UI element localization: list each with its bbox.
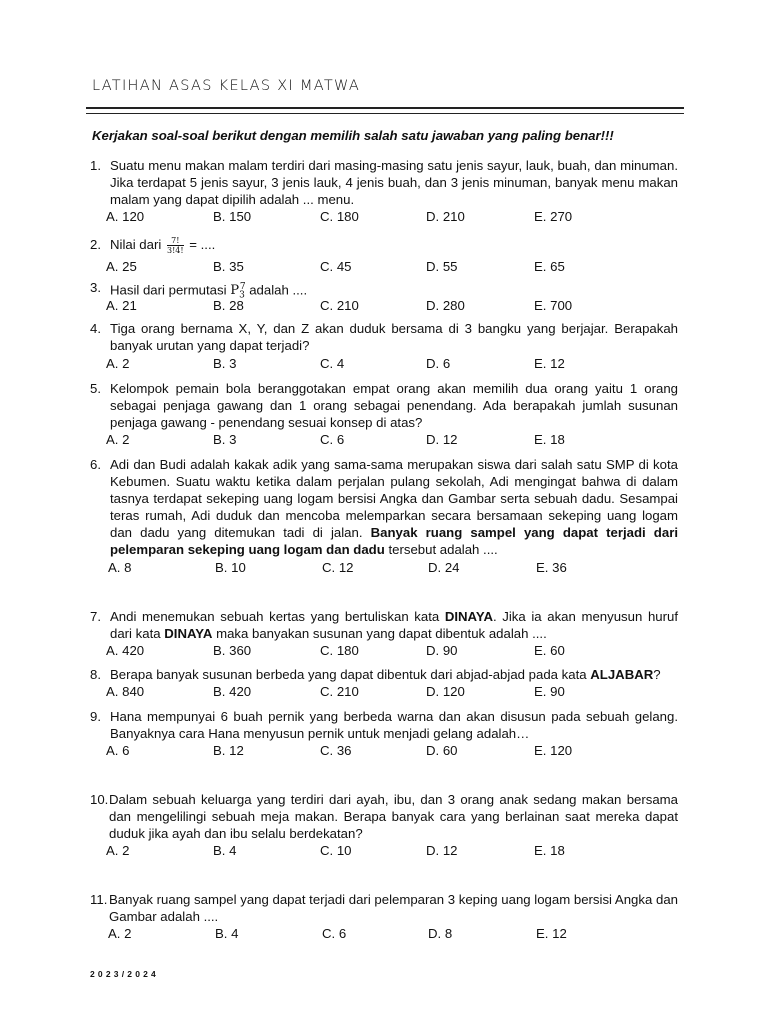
option-b: B. 10	[215, 560, 246, 575]
instruction-text: Kerjakan soal-soal berikut dengan memilih salah satu jawaban yang paling benar!!!	[92, 128, 614, 143]
question-number: 3.	[90, 280, 101, 295]
option-d: D. 120	[426, 684, 465, 699]
option-e: E. 90	[534, 684, 565, 699]
option-a: A. 120	[106, 209, 145, 224]
option-b: B. 4	[215, 926, 239, 941]
question-emphasis: Banyak ruang sampel yang dapat terjadi dari pelemparan sekeping uang logam dan dadu	[110, 525, 678, 557]
option-e: E. 36	[536, 560, 567, 575]
question-text: Kelompok pemain bola beranggotakan empat orang akan memilih dua orang yaitu 1 orang sebagai penjaga gawang dan 1 orang sebagai penendang. Ada berapakah jumlah susunan penjaga gawang - penendang sesuai konsep di atas?	[110, 381, 678, 430]
question-1	[90, 157, 678, 208]
question-number: 5.	[90, 381, 101, 396]
option-e: E. 60	[534, 643, 565, 658]
question-text: Tiga orang bernama X, Y, dan Z akan duduk bersama di 3 bangku yang berjajar. Berapakah banyak urutan yang dapat terjadi?	[110, 321, 678, 353]
option-a: A. 6	[106, 743, 130, 758]
option-e: E. 18	[534, 843, 565, 858]
option-a: A. 25	[106, 259, 137, 274]
option-a: A. 420	[106, 643, 145, 658]
option-c: C. 210	[320, 298, 359, 313]
option-c: C. 6	[320, 432, 345, 447]
option-c: C. 45	[320, 259, 352, 274]
option-b: B. 3	[213, 432, 237, 447]
option-b: B. 12	[213, 743, 244, 758]
option-d: D. 55	[426, 259, 458, 274]
option-b: B. 150	[213, 209, 252, 224]
option-d: D. 12	[426, 843, 458, 858]
option-b: B. 4	[213, 843, 237, 858]
question-text: Suatu menu makan malam terdiri dari masing-masing satu jenis sayur, lauk, buah, dan minuman. Jika terdapat 5 jenis sayur, 3 jenis lauk, 4 jenis buah, dan 3 jenis minuman, banyak menu makan malam yang dapat dipilih adalah ... menu.	[110, 158, 678, 207]
question-7: 7. Andi menemukan sebuah kertas yang bertuliskan kata DINAYA. Jika ia akan menyusun huruf dari kata DINAYA maka banyakan susunan yang dapat dibentuk adalah ....	[90, 609, 679, 641]
footer-year: 2023/2024	[90, 969, 159, 979]
option-c: C. 210	[320, 684, 359, 699]
option-e: E. 12	[534, 356, 565, 371]
question-3	[90, 279, 678, 305]
question-text: Nilai dari	[110, 237, 162, 252]
option-c: C. 180	[320, 643, 359, 658]
question-suffix: = ....	[189, 237, 216, 252]
question-number: 7.	[90, 609, 101, 624]
option-d: D. 12	[426, 432, 458, 447]
option-c: C. 36	[320, 743, 352, 758]
option-d: D. 210	[426, 209, 465, 224]
question-5	[90, 380, 678, 431]
question-2	[90, 236, 678, 255]
keyword: ALJABAR	[590, 667, 654, 682]
option-a: A. 840	[106, 684, 145, 699]
keyword: DINAYA	[164, 626, 213, 641]
option-e: E. 12	[536, 926, 567, 941]
question-4	[90, 320, 678, 354]
header-rule-thin	[86, 113, 684, 114]
question-number: 1.	[90, 158, 101, 173]
fraction-numerator: 7!	[167, 236, 184, 246]
option-a: A. 2	[108, 926, 132, 941]
question-text: Banyak ruang sampel yang dapat terjadi dari pelemparan 3 keping uang logam bersisi Angka dan Gambar adalah ....	[109, 892, 678, 924]
question-number: 8.	[90, 667, 101, 682]
question-10	[90, 791, 678, 842]
question-11	[90, 891, 678, 925]
question-number: 11.	[90, 892, 108, 907]
option-c: C. 4	[320, 356, 345, 371]
question-tail: tersebut adalah ....	[388, 542, 498, 557]
option-d: D. 280	[426, 298, 465, 313]
option-d: D. 6	[426, 356, 451, 371]
question-number: 4.	[90, 321, 101, 336]
question-number: 2.	[90, 237, 101, 252]
option-b: B. 3	[213, 356, 237, 371]
option-c: C. 12	[322, 560, 354, 575]
option-e: E. 270	[534, 209, 573, 224]
question-6	[90, 456, 678, 558]
option-c: C. 6	[322, 926, 347, 941]
option-d: D. 24	[428, 560, 460, 575]
keyword: DINAYA	[444, 609, 493, 624]
question-8: 8. Berapa banyak susunan berbeda yang dapat dibentuk dari abjad-abjad pada kata ALJABAR?	[90, 667, 661, 682]
fraction-denominator: 3!4!	[166, 246, 184, 256]
option-e: E. 18	[534, 432, 565, 447]
question-number: 6.	[90, 457, 101, 472]
question-text: Andi menemukan sebuah kertas yang bertuliskan kata	[110, 609, 440, 624]
question-text: Adi dan Budi adalah kakak adik yang sama-sama merupakan siswa dari salah satu SMP di kota Kebumen. Suatu waktu ketika dalam perjalan pulang sekolah, Adi mengingat bahwa di dalam tasnya terdapat sekeping uang logam bersisi Angka dan Gambar serta sebuah dadu. Sesampai teras rumah, Adi duduk dan mencoba melemparkan secara bersamaan sekeping uang logam dan dadu yang ditemukan tadi di jalan.	[110, 457, 678, 540]
question-number: 9.	[90, 709, 101, 724]
question-text: Hasil dari permutasi	[110, 282, 227, 298]
document-title: LATIHAN ASAS KELAS XI MATWA	[92, 78, 361, 94]
question-9	[90, 708, 678, 742]
factorial-fraction	[167, 236, 184, 255]
option-a: A. 21	[106, 298, 137, 313]
question-text: Berapa banyak susunan berbeda yang dapat dibentuk dari abjad-abjad pada kata	[110, 667, 587, 682]
option-c: C. 180	[320, 209, 359, 224]
permutation-symbol: $P_3^7$	[230, 282, 246, 302]
header-rule-thick	[86, 107, 684, 109]
option-b: B. 35	[213, 259, 244, 274]
option-a: A. 2	[106, 356, 130, 371]
question-number: 10.	[90, 792, 109, 807]
option-c: C. 10	[320, 843, 352, 858]
option-b: B. 28	[213, 298, 244, 313]
question-text: Dalam sebuah keluarga yang terdiri dari ayah, ibu, dan 3 orang anak sedang makan bersama dan mengelilingi sebuah meja makan. Berapa banyak cara yang berlainan saat mereka dapat duduk jika ayah dan ibu selalu berdekatan?	[109, 792, 678, 841]
option-b: B. 360	[213, 643, 252, 658]
option-e: E. 120	[534, 743, 573, 758]
question-text: Hana mempunyai 6 buah pernik yang berbeda warna dan akan disusun pada sebuah gelang. Banyaknya cara Hana menyusun pernik untuk menjadi gelang adalah…	[110, 709, 678, 741]
option-e: E. 700	[534, 298, 573, 313]
option-b: B. 420	[213, 684, 252, 699]
option-d: D. 8	[428, 926, 453, 941]
option-a: A. 2	[106, 843, 130, 858]
option-a: A. 8	[108, 560, 132, 575]
option-d: D. 60	[426, 743, 458, 758]
option-e: E. 65	[534, 259, 565, 274]
option-d: D. 90	[426, 643, 458, 658]
question-suffix: adalah ....	[249, 282, 308, 298]
option-a: A. 2	[106, 432, 130, 447]
